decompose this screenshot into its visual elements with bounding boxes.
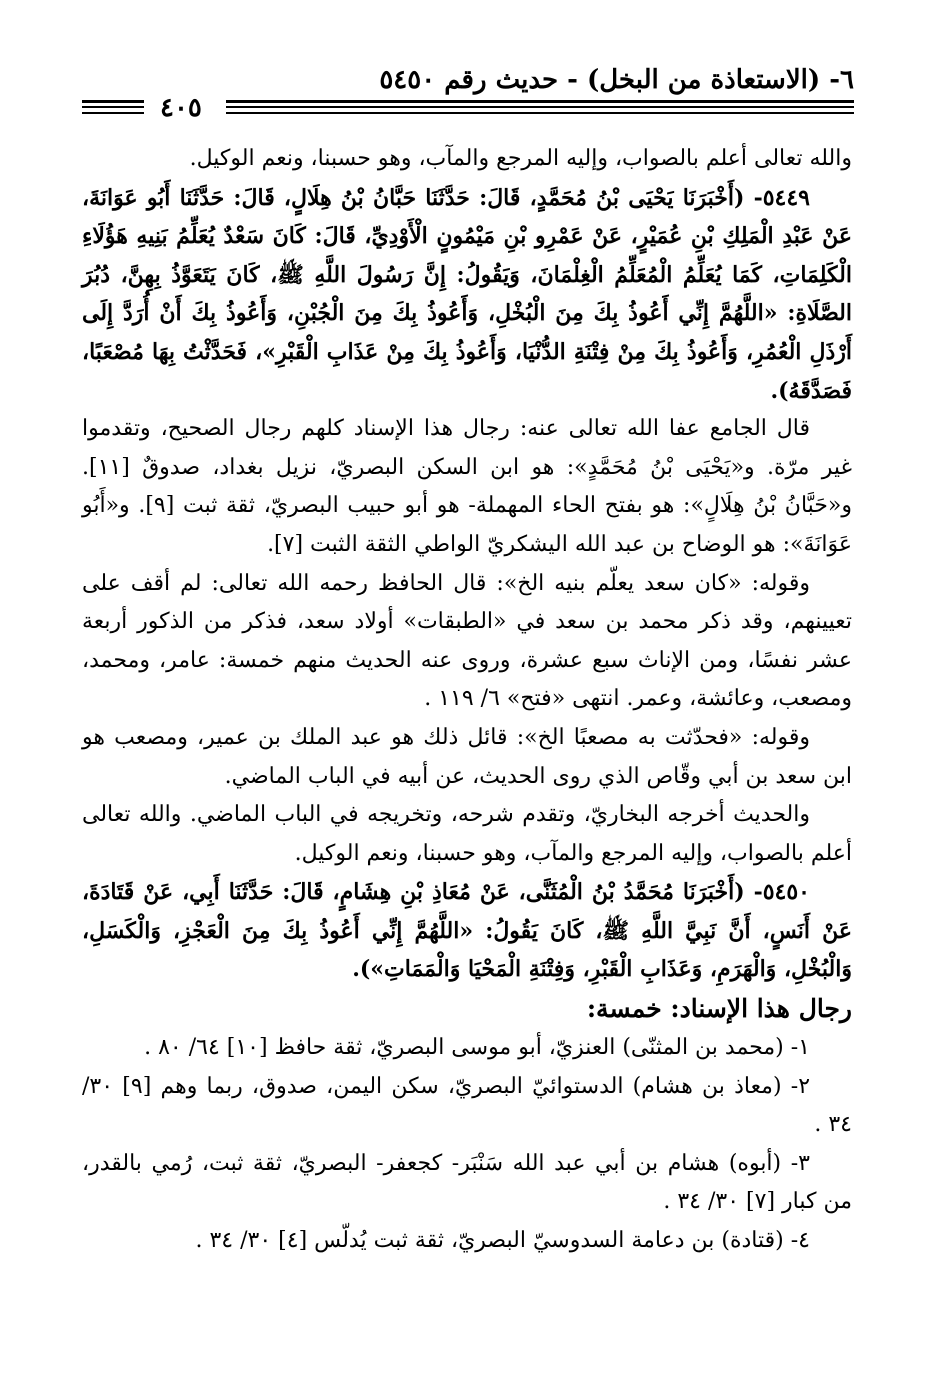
body-text	[82, 140, 852, 1261]
header-title: ٦- (الاستعاذة من البخل) - حديث رقم ٥٤٥٠	[379, 65, 854, 95]
narrator-entry: ٤- (قتادة) بن دعامة السدوسيّ البصريّ، ثقة ثبت يُدلّس [٤] ٣٠/ ٣٤ .	[195, 1228, 810, 1254]
commentary-paragraph: قال الجامع عفا الله تعالى عنه: رجال هذا الإسناد كلهم رجال الصحيح، وتقدموا غير مرّة. و«يَحْيَى بْنُ مُحَمَّدٍ»: هو ابن السكن البصريّ، نزيل بغداد، صدوقٌ [١١]. و«حَبَّانُ بْنُ هِلَالٍ»: هو بفتح الحاء المهملة- هو أبو حبيب البصريّ، ثقة ثبت [٩]. و«أَبُو عَوَانَةَ»: هو الوضاح بن عبد الله اليشكريّ الواطي الثقة الثبت [٧].	[82, 416, 852, 557]
commentary-paragraph: والحديث أخرجه البخاريّ، وتقدم شرحه، وتخريجه في الباب الماضي. والله تعالى أعلم بالصواب، وإليه المرجع والمآب، وهو حسبنا، ونعم الوكيل.	[82, 802, 852, 866]
page-number: ٤٠٥	[160, 93, 202, 123]
commentary-paragraph: وقوله: «فحدّثت به مصعبًا الخ»: قائل ذلك هو عبد الملك بن عمير، ومصعب هو ابن سعد بن أبي وقّاص الذي روى الحديث، عن أبيه في الباب الماضي.	[82, 724, 852, 789]
hadith-5449: ٥٤٤٩- (أَخْبَرَنَا يَحْيَى بْنُ مُحَمَّدٍ، قَالَ: حَدَّثَنَا حَبَّانُ بْنُ هِلَالٍ، قَالَ: حَدَّثَنَا أَبُو عَوَانَةَ، عَنْ عَبْدِ الْمَلِكِ بْنِ عُمَيْرٍ، عَنْ عَمْرِو بْنِ مَيْمُونٍ الْأَوْدِيِّ، قَالَ: كَانَ سَعْدٌ يُعَلِّمُ بَنِيهِ هَؤُلَاءِ الْكَلِمَاتِ، كَمَا يُعَلِّمُ الْمُعَلِّمُ الْغِلْمَانَ، وَيَقُولُ: إِنَّ رَسُولَ اللَّهِ ﷺ، كَانَ يَتَعَوَّذُ بِهِنَّ، دُبُرَ الصَّلَاةِ: «اللَّهُمَّ إِنِّي أَعُوذُ بِكَ مِنَ الْبُخْلِ، وَأَعُوذُ بِكَ مِنَ الْجُبْنِ، وَأَعُوذُ بِكَ أَنْ أُرَدَّ إِلَى أَرْذَلِ الْعُمُرِ، وَأَعُوذُ بِكَ مِنْ فِتْنَةِ الدُّنْيَا، وَأَعُوذُ بِكَ مِنْ عَذَابِ الْقَبْرِ»، فَحَدَّثْتُ بِهَا مُصْعَبًا، فَصَدَّقَهُ).	[82, 184, 853, 404]
running-header	[82, 62, 854, 122]
narrator-entry: ١- (محمد بن المثنّى) العنزيّ، أبو موسى البصريّ، ثقة حافظ [١٠] ٦٤/ ٨٠ .	[144, 1035, 810, 1061]
narrator-entry: ٣- (أبوه) هشام بن أبي عبد الله سَنْبَر- كجعفر- البصريّ، ثقة ثبت، رُمي بالقدر، من كبار [٧] ٣٠/ ٣٤ .	[82, 1150, 852, 1215]
hadith-5450: ٥٤٥٠- (أَخْبَرَنَا مُحَمَّدُ بْنُ الْمُثَنَّى، عَنْ مُعَاذِ بْنِ هِشَامٍ، قَالَ: حَدَّثَنَا أَبِي، عَنْ قَتَادَةَ، عَنْ أَنَسٍ، أَنَّ نَبِيَّ اللَّهِ ﷺ، كَانَ يَقُولُ: «اللَّهُمَّ إِنِّي أَعُوذُ بِكَ مِنَ الْعَجْزِ، وَالْكَسَلِ، وَالْبُخْلِ، وَالْهَرَمِ، وَعَذَابِ الْقَبْرِ، وَفِتْنَةِ الْمَحْيَا وَالْمَمَاتِ»).	[82, 879, 852, 983]
commentary-paragraph: وقوله: «كان سعد يعلّم بنيه الخ»: قال الحافظ رحمه الله تعالى: لم أقف على تعيينهم، وقد ذكر محمد بن سعد في «الطبقات» أولاد سعد، فذكر من الذكور أربعة عشر نفسًا، ومن الإناث سبع عشرة، وروى عنه الحديث منهم خمسة: عامر، ومحمد، ومصعب، وعائشة، وعمر. انتهى «فتح» ٦/ ١١٩ .	[82, 570, 852, 712]
narrator-entry: ٢- (معاذ بن هشام) الدستوائيّ البصريّ، سكن اليمن، صدوق، ربما وهم [٩] ٣٠/ ٣٤ .	[82, 1073, 852, 1138]
paragraph: والله تعالى أعلم بالصواب، وإليه المرجع والمآب، وهو حسبنا، ونعم الوكيل.	[189, 146, 852, 171]
section-heading: رجال هذا الإسناد: خمسة:	[586, 994, 852, 1024]
